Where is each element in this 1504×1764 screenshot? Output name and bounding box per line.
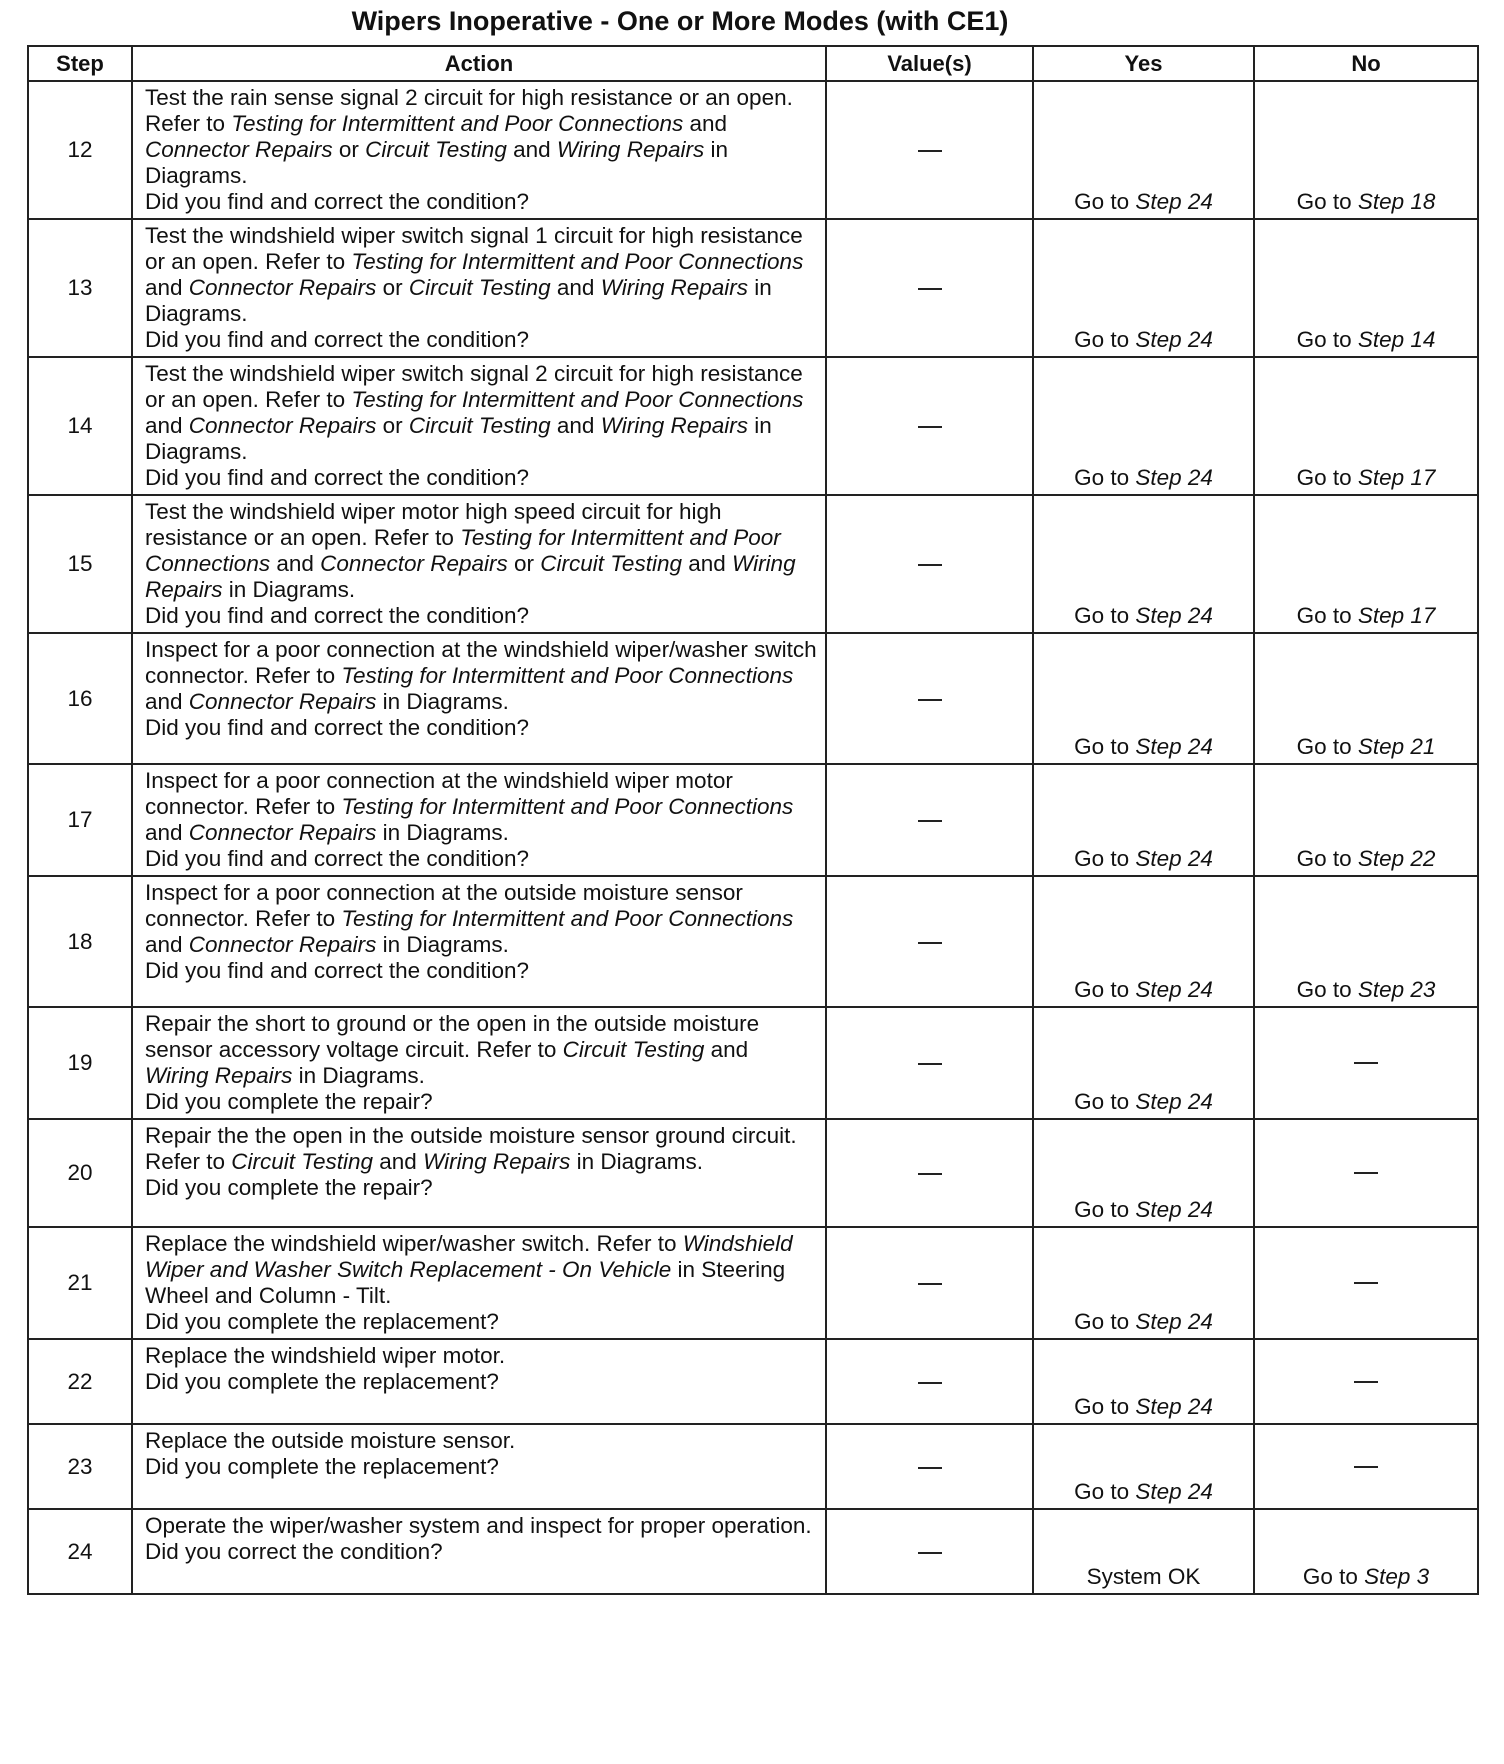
table-row: [28, 1119, 1478, 1227]
action-text-segment: Inspect for a poor connection at the windshield wiper motor connector. Refer to: [145, 768, 733, 819]
step-number: 18: [28, 876, 132, 1007]
yes-cell: [1033, 219, 1254, 357]
no-outcome-text: Go to: [1302, 1564, 1365, 1589]
table-row: [28, 1424, 1478, 1509]
action-text: [145, 223, 817, 327]
action-text: [145, 361, 817, 465]
yes-outcome-step-ref: Step 24: [1135, 327, 1213, 352]
action-cell: [132, 1007, 826, 1119]
header-action: Action: [132, 46, 826, 81]
action-question: Did you complete the replacement?: [145, 1309, 499, 1334]
reference-link-text: Connector Repairs: [188, 932, 377, 957]
yes-outcome-step-ref: Step 24: [1135, 1197, 1213, 1222]
value-cell: [826, 1424, 1033, 1509]
yes-outcome-step-ref: Step 24: [1135, 846, 1213, 871]
no-outcome-step-ref: Step 21: [1357, 734, 1436, 759]
no-outcome-dash: [1354, 1466, 1378, 1468]
value-dash: [918, 564, 942, 566]
no-outcome-dash: [1354, 1282, 1378, 1284]
no-outcome-step-ref: Step 3: [1364, 1564, 1430, 1589]
action-text: [145, 1123, 817, 1175]
value-dash: [918, 1382, 942, 1384]
page-title: Wipers Inoperative - One or More Modes (with CE1): [351, 6, 1009, 36]
no-outcome-text: Go to: [1296, 189, 1358, 214]
reference-link-text: Circuit Testing: [540, 551, 682, 576]
value-cell: [826, 1339, 1033, 1424]
table-row: [28, 219, 1478, 357]
action-text-segment: Inspect for a poor connection at the outside moisture sensor connector. Refer to: [145, 880, 743, 931]
no-outcome-step-ref: Step 23: [1357, 977, 1436, 1002]
yes-cell: [1033, 1007, 1254, 1119]
action-cell: [132, 219, 826, 357]
no-cell: [1254, 81, 1478, 219]
reference-link-text: Circuit Testing: [408, 275, 551, 300]
value-cell: [826, 764, 1033, 876]
value-cell: [826, 219, 1033, 357]
action-cell: [132, 633, 826, 764]
reference-link-text: Testing for Intermittent and Poor Connections: [341, 663, 794, 688]
yes-cell: [1033, 81, 1254, 219]
yes-cell: [1033, 764, 1254, 876]
no-outcome-dash: [1354, 1381, 1378, 1383]
no-cell: [1254, 1339, 1478, 1424]
action-text-segment: or: [376, 275, 409, 300]
no-outcome-text: Go to: [1296, 846, 1358, 871]
step-number: 21: [28, 1227, 132, 1339]
table-row: [28, 1227, 1478, 1339]
no-outcome-dash: [1354, 1172, 1378, 1174]
header-step: Step: [28, 46, 132, 81]
no-cell: [1254, 1007, 1478, 1119]
value-dash: [918, 1063, 942, 1065]
action-text-segment: Replace the windshield wiper motor.: [145, 1343, 506, 1368]
action-text-segment: Replace the outside moisture sensor.: [145, 1428, 516, 1453]
reference-link-text: Circuit Testing: [562, 1037, 705, 1062]
reference-link-text: Testing for Intermittent and Poor Connections: [231, 111, 684, 136]
reference-link-text: Wiring Repairs: [145, 551, 796, 602]
yes-cell: [1033, 633, 1254, 764]
action-question: Did you find and correct the condition?: [145, 958, 529, 983]
action-text-segment: in Diagrams.: [145, 275, 772, 326]
yes-cell: [1033, 876, 1254, 1007]
action-text-segment: and: [145, 689, 189, 714]
action-text-segment: Test the rain sense signal 2 circuit for high resistance or an open. Refer to: [145, 85, 793, 136]
yes-outcome-text: Go to: [1074, 189, 1136, 214]
no-cell: [1254, 1509, 1478, 1594]
reference-link-text: Circuit Testing: [408, 413, 551, 438]
action-text-segment: and: [270, 551, 321, 576]
action-cell: [132, 1339, 826, 1424]
value-cell: [826, 876, 1033, 1007]
action-cell: [132, 357, 826, 495]
no-outcome-step-ref: Step 17: [1357, 465, 1436, 490]
no-cell: [1254, 219, 1478, 357]
action-text-segment: or: [332, 137, 366, 162]
yes-outcome-step-ref: Step 24: [1135, 1309, 1213, 1334]
action-text: [145, 768, 817, 846]
step-number: 20: [28, 1119, 132, 1227]
yes-cell: [1033, 357, 1254, 495]
table-row: [28, 1509, 1478, 1594]
no-cell: [1254, 357, 1478, 495]
action-text-segment: and: [681, 551, 733, 576]
value-cell: [826, 1509, 1033, 1594]
action-text-segment: and: [145, 413, 189, 438]
action-text-segment: Test the windshield wiper motor high speed circuit for high resistance or an open. Refer to: [145, 499, 722, 550]
action-question: Did you find and correct the condition?: [145, 715, 529, 740]
yes-outcome-text: Go to: [1074, 846, 1136, 871]
action-question: Did you complete the repair?: [145, 1089, 433, 1114]
table-row: [28, 1007, 1478, 1119]
no-cell: [1254, 633, 1478, 764]
reference-link-text: Testing for Intermittent and Poor Connections: [145, 525, 781, 576]
reference-link-text: Testing for Intermittent and Poor Connections: [351, 249, 804, 274]
yes-outcome-text: Go to: [1074, 1089, 1136, 1114]
no-outcome-dash: [1354, 1062, 1378, 1064]
value-cell: [826, 1007, 1033, 1119]
yes-cell: [1033, 1119, 1254, 1227]
no-outcome-step-ref: Step 17: [1357, 603, 1436, 628]
action-question: Did you find and correct the condition?: [145, 465, 529, 490]
diagnostic-table: [27, 45, 1479, 1595]
table-body: [28, 81, 1478, 1594]
action-text-segment: and: [550, 275, 601, 300]
value-dash: [918, 150, 942, 152]
table-row: [28, 357, 1478, 495]
action-text-segment: in Diagrams.: [376, 689, 509, 714]
step-number: 14: [28, 357, 132, 495]
action-text: [145, 880, 817, 958]
no-cell: [1254, 764, 1478, 876]
action-text-segment: and: [506, 137, 557, 162]
action-text-segment: and: [683, 111, 728, 136]
step-number: 13: [28, 219, 132, 357]
step-number: 19: [28, 1007, 132, 1119]
no-outcome-step-ref: Step 22: [1357, 846, 1436, 871]
step-number: 22: [28, 1339, 132, 1424]
yes-cell: [1033, 1227, 1254, 1339]
action-cell: [132, 764, 826, 876]
yes-outcome-step-ref: Step 24: [1135, 1479, 1213, 1504]
action-text-segment: Test the windshield wiper switch signal 2 circuit for high resistance or an open. Refer to: [145, 361, 803, 412]
action-question: Did you find and correct the condition?: [145, 327, 529, 352]
value-dash: [918, 1467, 942, 1469]
value-cell: [826, 357, 1033, 495]
reference-link-text: Wiring Repairs: [556, 137, 705, 162]
yes-cell: [1033, 1424, 1254, 1509]
yes-outcome-step-ref: Step 24: [1135, 1394, 1213, 1419]
action-text-segment: in Diagrams.: [222, 577, 356, 602]
no-outcome-text: Go to: [1296, 977, 1358, 1002]
action-text-segment: in Diagrams.: [376, 820, 509, 845]
action-text-segment: and: [145, 275, 189, 300]
reference-link-text: Connector Repairs: [188, 413, 377, 438]
action-question: Did you complete the replacement?: [145, 1454, 499, 1479]
value-dash: [918, 1173, 942, 1175]
action-question: Did you find and correct the condition?: [145, 603, 529, 628]
action-text-segment: in Diagrams.: [376, 932, 509, 957]
action-text-segment: Replace the windshield wiper/washer switch. Refer to: [145, 1231, 683, 1256]
action-question: Did you find and correct the condition?: [145, 189, 529, 214]
value-dash: [918, 288, 942, 290]
no-outcome-step-ref: Step 14: [1357, 327, 1436, 352]
action-question: Did you correct the condition?: [145, 1539, 443, 1564]
action-text-segment: in Steering Wheel and Column - Tilt.: [145, 1257, 786, 1308]
yes-outcome-text: Go to: [1074, 734, 1136, 759]
reference-link-text: Wiring Repairs: [145, 1063, 293, 1088]
table-row: [28, 495, 1478, 633]
yes-outcome-text: Go to: [1074, 1479, 1136, 1504]
step-number: 23: [28, 1424, 132, 1509]
reference-link-text: Connector Repairs: [188, 820, 377, 845]
reference-link-text: Wiring Repairs: [600, 275, 749, 300]
value-cell: [826, 1119, 1033, 1227]
action-text-segment: Inspect for a poor connection at the windshield wiper/washer switch connector. Refer to: [145, 637, 817, 688]
table-row: [28, 633, 1478, 764]
no-cell: [1254, 1227, 1478, 1339]
header-yes: Yes: [1033, 46, 1254, 81]
reference-link-text: Connector Repairs: [188, 275, 377, 300]
no-outcome-text: Go to: [1296, 327, 1358, 352]
action-text: [145, 85, 817, 189]
yes-outcome-text: Go to: [1074, 1394, 1136, 1419]
value-cell: [826, 81, 1033, 219]
action-text-segment: in Diagrams.: [570, 1149, 703, 1174]
yes-outcome-step-ref: Step 24: [1135, 189, 1213, 214]
yes-outcome-text: Go to: [1074, 1197, 1136, 1222]
yes-outcome-step-ref: Step 24: [1135, 1089, 1213, 1114]
table-header-row: [28, 46, 1478, 81]
action-cell: [132, 876, 826, 1007]
value-dash: [918, 942, 942, 944]
value-dash: [918, 426, 942, 428]
reference-link-text: Testing for Intermittent and Poor Connections: [351, 387, 804, 412]
action-question: Did you find and correct the condition?: [145, 846, 529, 871]
no-outcome-text: Go to: [1296, 603, 1358, 628]
step-number: 15: [28, 495, 132, 633]
action-text-segment: and: [373, 1149, 424, 1174]
yes-cell: [1033, 1339, 1254, 1424]
step-number: 24: [28, 1509, 132, 1594]
action-text: [145, 637, 817, 715]
action-text: [145, 1011, 817, 1089]
action-text-segment: or: [507, 551, 541, 576]
value-dash: [918, 1552, 942, 1554]
yes-outcome-text: Go to: [1074, 1309, 1136, 1334]
action-text: [145, 1343, 817, 1369]
step-number: 17: [28, 764, 132, 876]
no-outcome-text: Go to: [1296, 465, 1358, 490]
action-text-segment: in Diagrams.: [292, 1063, 425, 1088]
yes-outcome-text: Go to: [1074, 465, 1136, 490]
yes-outcome-step-ref: Step 24: [1135, 465, 1213, 490]
header-no: No: [1254, 46, 1478, 81]
value-dash: [918, 1283, 942, 1285]
action-text-segment: Repair the the open in the outside moisture sensor ground circuit. Refer to: [145, 1123, 797, 1174]
reference-link-text: Connector Repairs: [320, 551, 508, 576]
reference-link-text: Testing for Intermittent and Poor Connections: [341, 906, 794, 931]
yes-outcome-step-ref: Step 24: [1135, 977, 1213, 1002]
action-cell: [132, 1424, 826, 1509]
action-text-segment: and: [145, 932, 189, 957]
yes-outcome-text: System OK: [1086, 1564, 1201, 1589]
action-text: [145, 1428, 817, 1454]
value-dash: [918, 699, 942, 701]
reference-link-text: Connector Repairs: [145, 137, 333, 162]
yes-outcome-step-ref: Step 24: [1135, 603, 1213, 628]
action-text-segment: Operate the wiper/washer system and inspect for proper operation.: [145, 1513, 812, 1538]
yes-outcome-text: Go to: [1074, 977, 1136, 1002]
action-text-segment: or: [376, 413, 409, 438]
action-text: [145, 1231, 817, 1309]
action-cell: [132, 495, 826, 633]
yes-cell: [1033, 1509, 1254, 1594]
no-cell: [1254, 876, 1478, 1007]
action-cell: [132, 1119, 826, 1227]
reference-link-text: Circuit Testing: [365, 137, 507, 162]
table-row: [28, 81, 1478, 219]
action-text: [145, 1513, 817, 1539]
reference-link-text: Testing for Intermittent and Poor Connections: [341, 794, 794, 819]
no-cell: [1254, 495, 1478, 633]
reference-link-text: Wiring Repairs: [423, 1149, 571, 1174]
no-cell: [1254, 1424, 1478, 1509]
action-cell: [132, 1509, 826, 1594]
yes-outcome-text: Go to: [1074, 603, 1136, 628]
yes-cell: [1033, 495, 1254, 633]
header-values: Value(s): [826, 46, 1033, 81]
value-cell: [826, 1227, 1033, 1339]
action-text-segment: and: [145, 820, 189, 845]
table-row: [28, 764, 1478, 876]
action-text-segment: and: [550, 413, 601, 438]
value-cell: [826, 633, 1033, 764]
step-number: 12: [28, 81, 132, 219]
value-dash: [918, 820, 942, 822]
yes-outcome-step-ref: Step 24: [1135, 734, 1213, 759]
reference-link-text: Wiring Repairs: [600, 413, 749, 438]
yes-outcome-text: Go to: [1074, 327, 1136, 352]
no-cell: [1254, 1119, 1478, 1227]
table-row: [28, 1339, 1478, 1424]
action-text-segment: Test the windshield wiper switch signal 1 circuit for high resistance or an open. Refer to: [145, 223, 803, 274]
action-cell: [132, 81, 826, 219]
action-text-segment: in Diagrams.: [145, 137, 728, 188]
action-question: Did you complete the replacement?: [145, 1369, 499, 1394]
reference-link-text: Windshield Wiper and Washer Switch Replacement - On Vehicle: [145, 1231, 793, 1282]
action-text: [145, 499, 817, 603]
reference-link-text: Connector Repairs: [188, 689, 377, 714]
action-text-segment: Repair the short to ground or the open in the outside moisture sensor accessory voltage circuit. Refer to: [145, 1011, 760, 1062]
reference-link-text: Circuit Testing: [231, 1149, 374, 1174]
no-outcome-text: Go to: [1296, 734, 1358, 759]
action-text-segment: and: [704, 1037, 749, 1062]
action-text-segment: in Diagrams.: [145, 413, 772, 464]
action-cell: [132, 1227, 826, 1339]
table-row: [28, 876, 1478, 1007]
action-question: Did you complete the repair?: [145, 1175, 433, 1200]
value-cell: [826, 495, 1033, 633]
step-number: 16: [28, 633, 132, 764]
no-outcome-step-ref: Step 18: [1357, 189, 1436, 214]
